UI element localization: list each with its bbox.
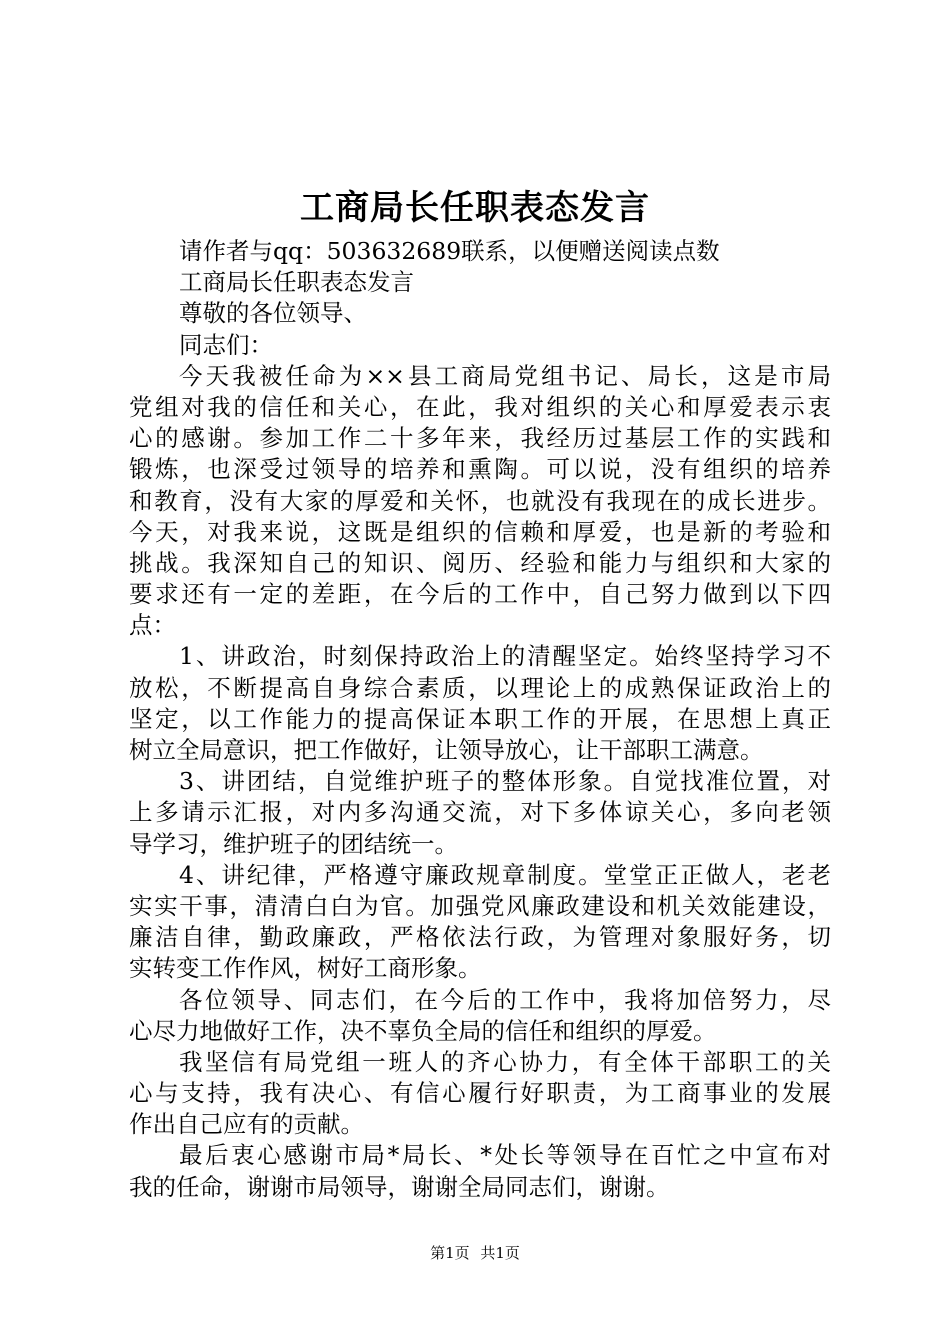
body-text-line: 实转变工作作风，树好工商形象。 (129, 954, 482, 983)
body-text-line: 今天我被任命为××县工商局党组书记、局长，这是市局 (179, 361, 831, 390)
body-text-line: 我坚信有局党组一班人的齐心协力，有全体干部职工的关 (179, 1047, 831, 1076)
body-text-line: 实实干事，清清白白为官。加强党风廉政建设和机关效能建设， (129, 891, 831, 920)
body-text-line: 和教育，没有大家的厚爱和关怀，也就没有我现在的成长进步。 (129, 486, 831, 515)
body-text-line: 点： (129, 611, 176, 640)
body-text-line: 廉洁自律，勤政廉政，严格依法行政，为管理对象服好务，切 (129, 923, 831, 952)
body-text-line: 1、讲政治，时刻保持政治上的清醒坚定。始终坚持学习不 (179, 642, 831, 671)
body-text-line: 作出自己应有的贡献。 (129, 1110, 364, 1139)
body-text-line: 锻炼，也深受过领导的培养和熏陶。可以说，没有组织的培养 (129, 455, 831, 484)
body-text-line: 坚定，以工作能力的提高保证本职工作的开展，在思想上真正 (129, 704, 831, 733)
body-text-line: 挑战。我深知自己的知识、阅历、经验和能力与组织和大家的 (129, 548, 831, 577)
body-text-line: 同志们： (179, 330, 273, 359)
body-text-line: 尊敬的各位领导、 (179, 299, 367, 328)
body-text-line: 上多请示汇报，对内多沟通交流，对下多体谅关心，多向老领 (129, 798, 831, 827)
body-text-line: 4、讲纪律，严格遵守廉政规章制度。堂堂正正做人，老老 (179, 860, 831, 889)
document-body (129, 236, 831, 1203)
body-text-line: 今天，对我来说，这既是组织的信赖和厚爱，也是新的考验和 (129, 517, 831, 546)
body-text-line: 心与支持，我有决心、有信心履行好职责，为工商事业的发展 (129, 1079, 831, 1108)
body-text-line: 党组对我的信任和关心，在此，我对组织的关心和厚爱表示衷 (129, 392, 831, 421)
body-text-line: 请作者与qq：503632689联系，以便赠送阅读点数 (179, 237, 720, 265)
body-text-line: 3、讲团结，自觉维护班子的整体形象。自觉找准位置，对 (179, 767, 831, 796)
body-text-line: 树立全局意识，把工作做好，让领导放心，让干部职工满意。 (129, 736, 764, 764)
body-text-line: 导学习，维护班子的团结统一。 (129, 829, 458, 858)
body-text-line: 心的感谢。参加工作二十多年来，我经历过基层工作的实践和 (129, 424, 831, 453)
page-title: 工商局长任职表态发言 (300, 188, 650, 228)
body-text-line: 最后衷心感谢市局*局长、*处长等领导在百忙之中宣布对 (179, 1141, 831, 1170)
body-text-line: 要求还有一定的差距，在今后的工作中，自己努力做到以下四 (129, 580, 831, 609)
body-text-line: 我的任命，谢谢市局领导，谢谢全局同志们，谢谢。 (129, 1172, 670, 1201)
body-text-line: 工商局长任职表态发言 (179, 268, 414, 297)
body-text-line: 心尽力地做好工作，决不辜负全局的信任和组织的厚爱。 (129, 1016, 717, 1045)
body-text-line: 放松，不断提高自身综合素质，以理论上的成熟保证政治上的 (129, 673, 831, 702)
body-text-line: 各位领导、同志们，在今后的工作中，我将加倍努力，尽 (179, 985, 831, 1014)
page-number-footer: 第1页 共1页 (430, 1244, 520, 1262)
